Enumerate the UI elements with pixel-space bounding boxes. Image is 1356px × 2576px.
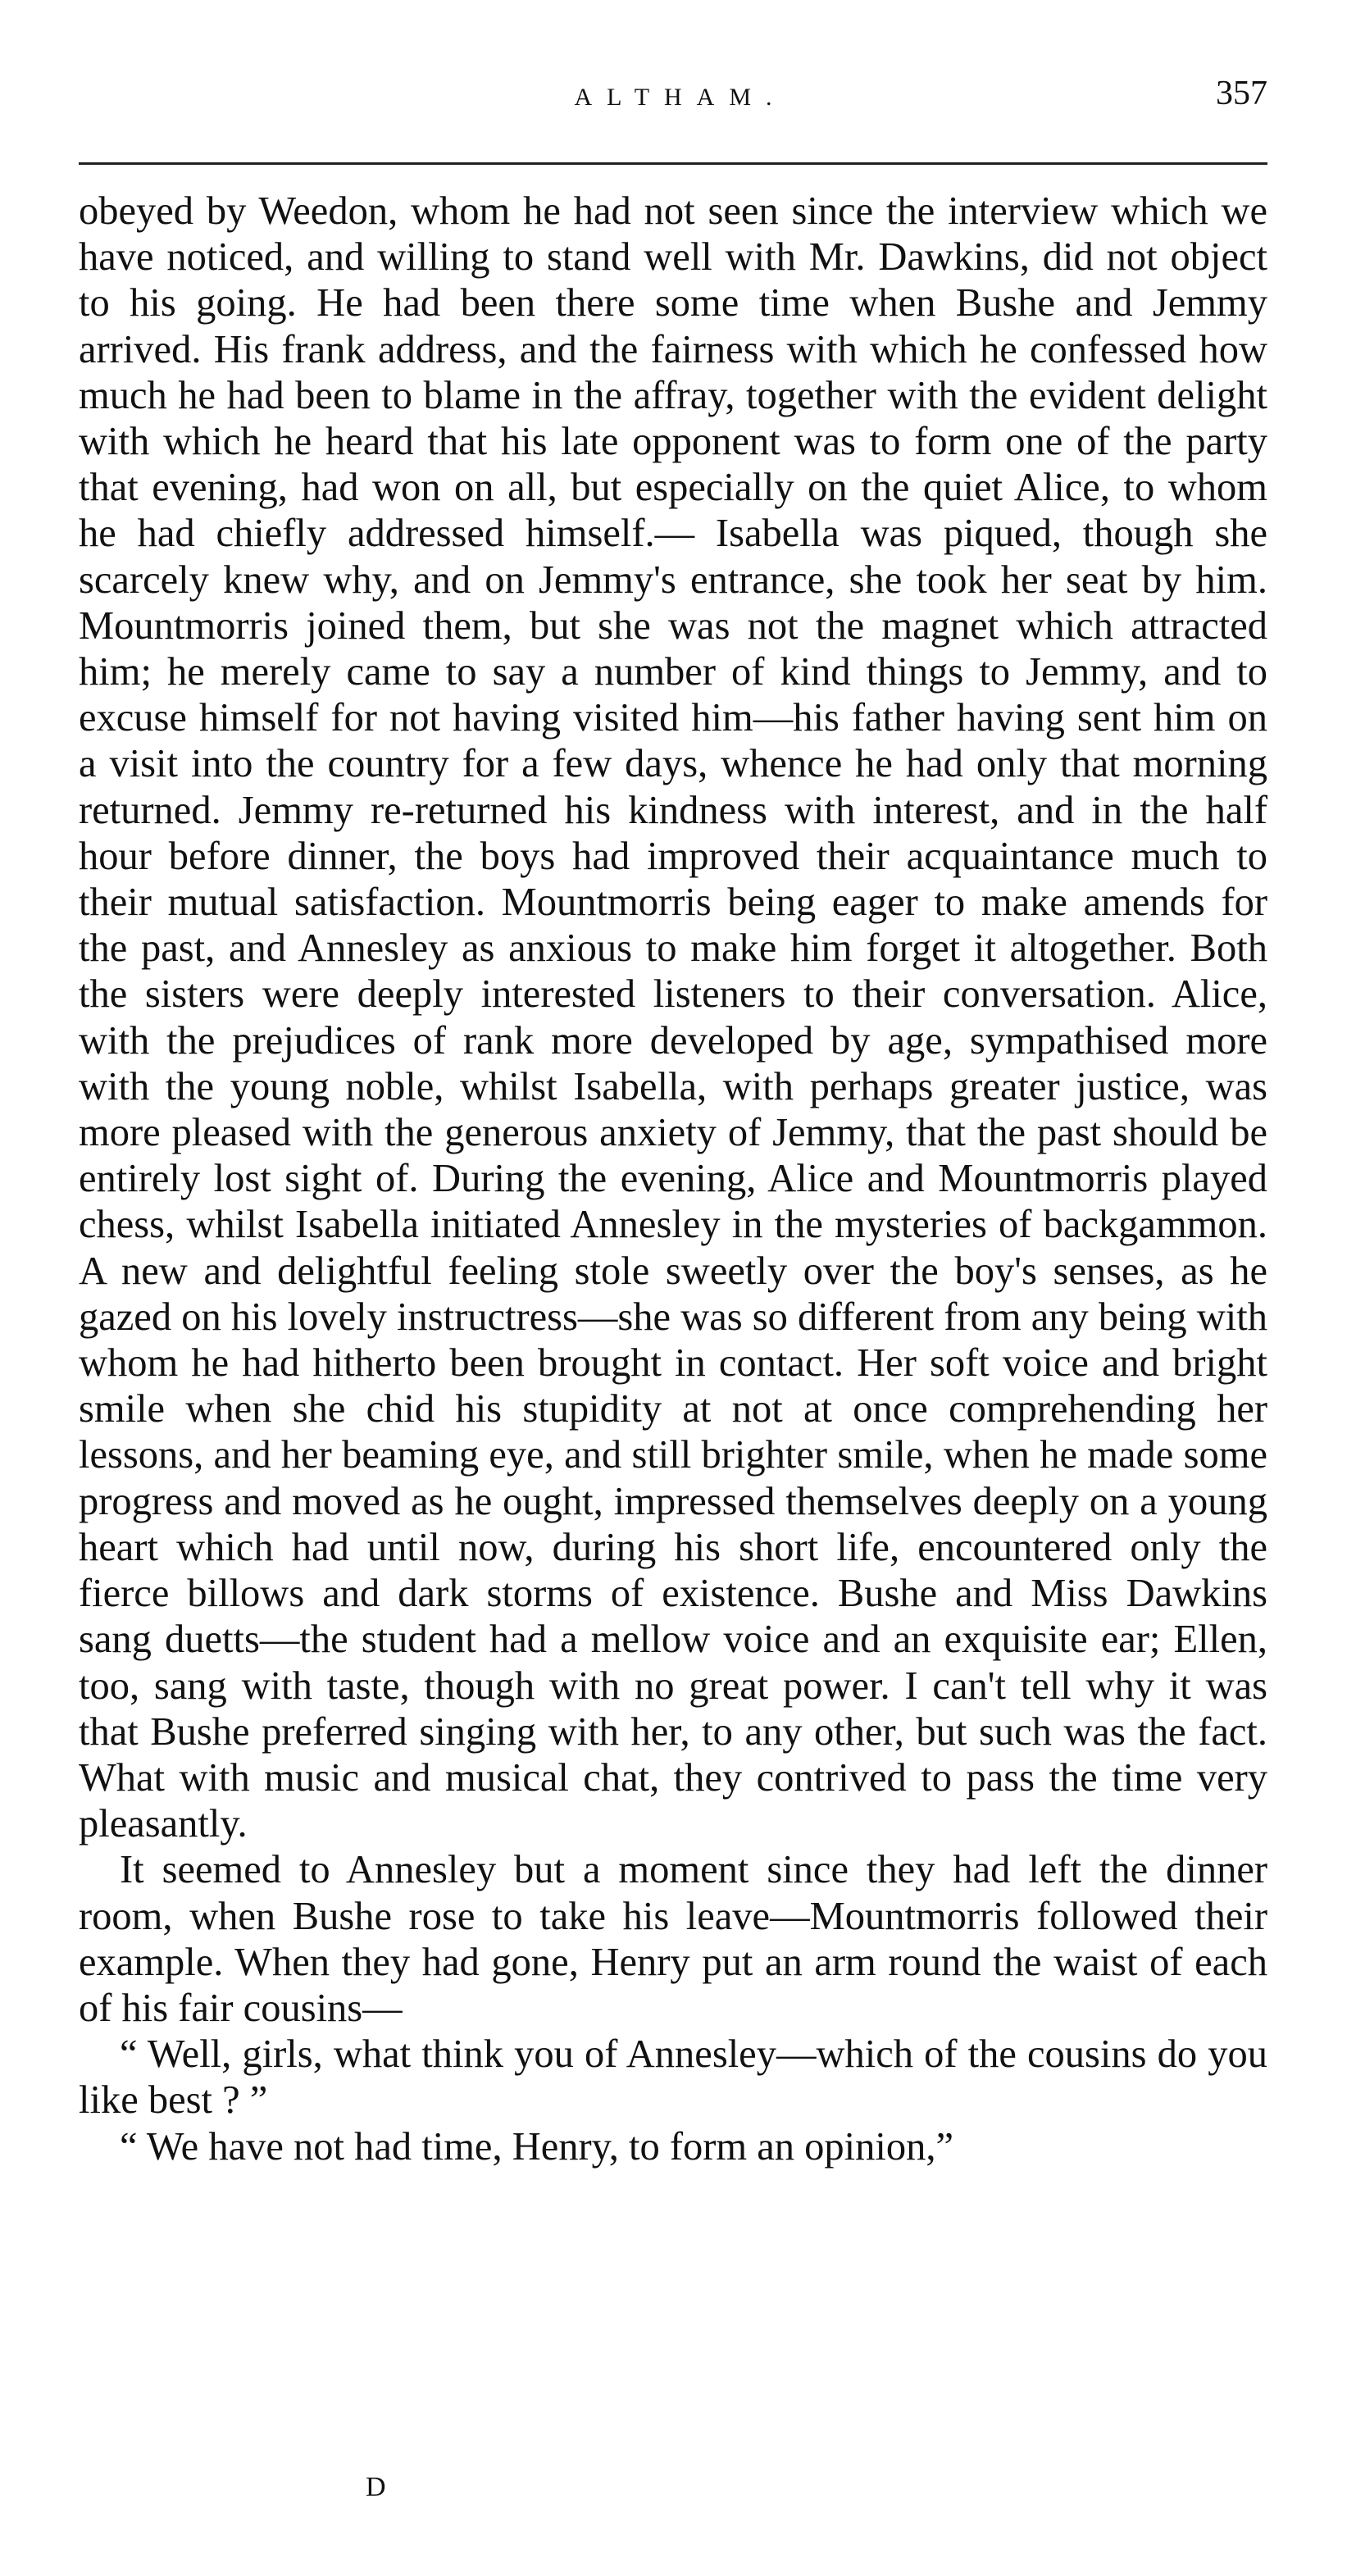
paragraph-dialogue: “ Well, girls, what think you of Annesley—which of the cousins do you like best ? ” [79, 2032, 1267, 2123]
body-text [79, 189, 1267, 2170]
book-page [79, 66, 1267, 2502]
running-head: ALTHAM. [574, 84, 787, 111]
header-rule [79, 162, 1267, 165]
paragraph-continued: obeyed by Weedon, whom he had not seen since the interview which we have noticed, and willing to stand well with Mr. Dawkins, did not object to his going. He had been there some time when Bushe and Jemmy arrived. His frank address, and the fairness with which he confessed how much he had been to blame in the affray, together with the evident delight with which he heard that his late opponent was to form one of the party that evening, had won on all, but especially on the quiet Alice, to whom he had chiefly addressed himself.— Isabella was piqued, though she scarcely knew why, and on Jemmy's entrance, she took her seat by him. Mountmorris joined them, but she was not the magnet which attracted him; he merely came to say a number of kind things to Jemmy, and to excuse himself for not having visited him—his father having sent him on a visit into the country for a few days, whence he had only that morning returned. Jemmy re-returned his kindness with interest, and in the half hour before dinner, the boys had improved their acquaintance much to their mutual satisfaction. Mountmorris being eager to make amends for the past, and Annesley as anxious to make him forget it altogether. Both the sisters were deeply interested listeners to their conversation. Alice, with the prejudices of rank more developed by age, sympathised more with the young noble, whilst Isabella, with perhaps greater justice, was more pleased with the generous anxiety of Jemmy, that the past should be entirely lost sight of. During the evening, Alice and Mountmorris played chess, whilst Isabella initiated Annesley in the mysteries of backgammon. A new and delightful feeling stole sweetly over the boy's senses, as he gazed on his lovely instructress—she was so different from any being with whom he had hitherto been brought in contact. Her soft voice and bright smile when she chid his stupidity at not at once comprehending her lessons, and her beaming eye, and still brighter smile, when he made some progress and moved as he ought, impressed themselves deeply on a young heart which had until now, during his short life, encountered only the fierce billows and dark storms of existence. Bushe and Miss Dawkins sang duetts—the student had a mellow voice and an exquisite ear; Ellen, too, sang with taste, though with no great power. I can't tell why it was that Bushe preferred singing with her, to any other, but such was the fact. What with music and musical chat, they contrived to pass the time very pleasantly. [79, 189, 1267, 1846]
page-header [79, 66, 1267, 139]
signature-mark: D [366, 2472, 386, 2502]
paragraph-dialogue: “ We have not had time, Henry, to form an opinion,” [120, 2124, 954, 2169]
paragraph: It seemed to Annesley but a moment since they had left the dinner room, when Bushe rose to take his leave—Mountmorris followed their example. When they had gone, Henry put an arm round the waist of each of his fair cousins— [79, 1848, 1267, 2030]
page-number: 357 [1216, 75, 1267, 112]
